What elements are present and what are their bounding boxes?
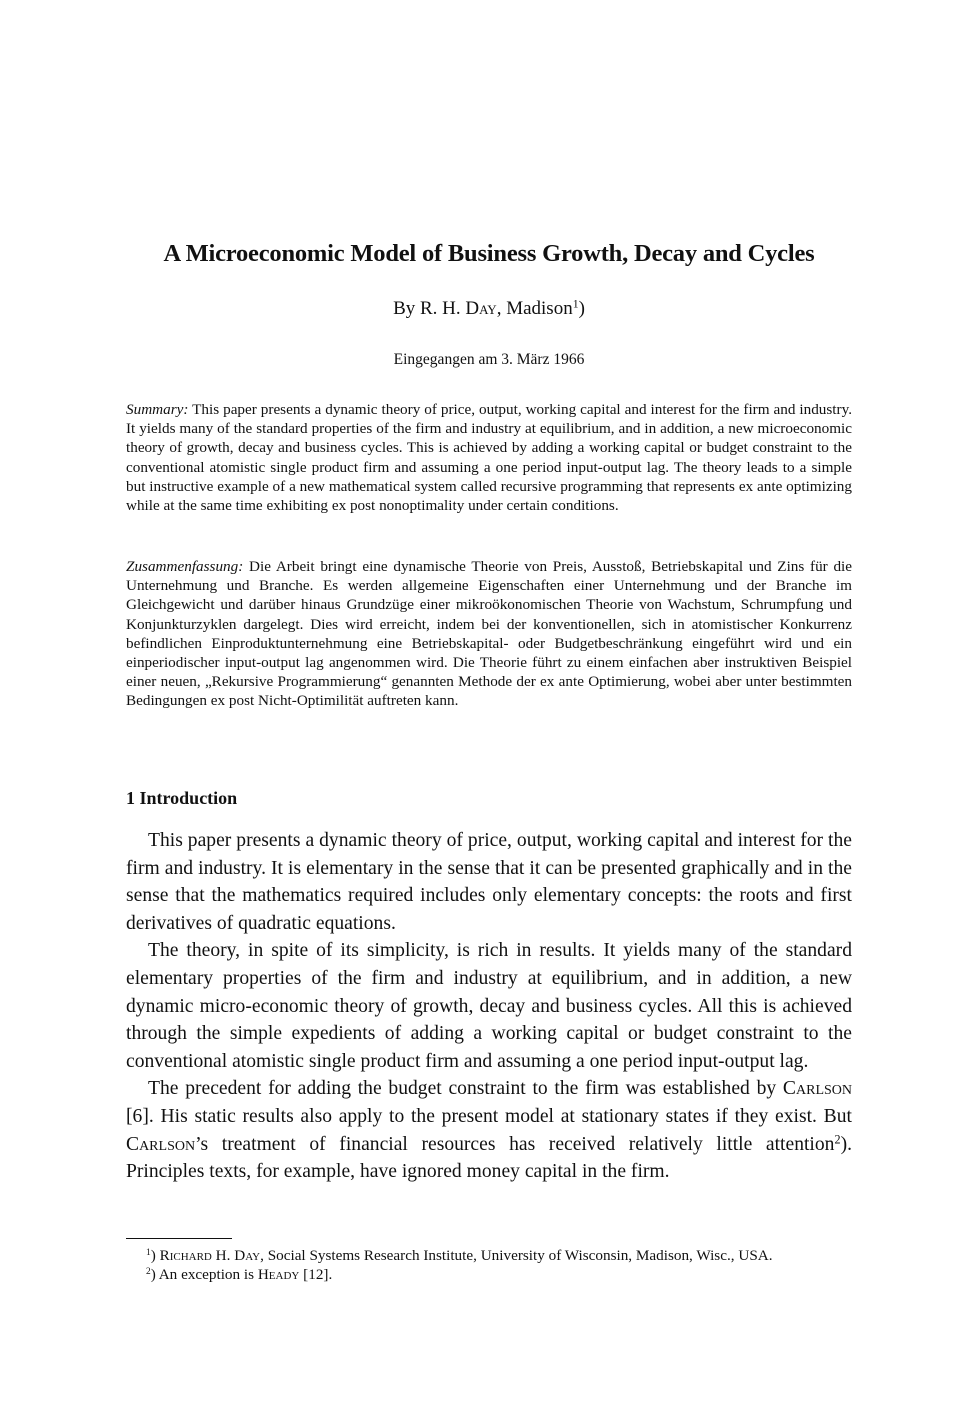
zusammenfassung-text: Die Arbeit bringt eine dynamische Theorie von Preis, Ausstoß, Betriebskapital und Zins für die Unternehmung und Branche. Es werden allgemeine Eigenschaften einer Unternehmung und der Branche im Gleichgewicht und darüber hinaus Grundzüge einer mikroökonomischen Theorie von Wachstum, Schrumpfung und Konjunkturzyklen dargelegt. Dies wird erreicht, indem bei der konventionellen, sich in atomistischer Konkurrenz befindlichen Einproduktunternehmung eine Betriebskapital- oder Budgetbeschränkung eingeführt wird und ein einperiodischer input-output lag angenommen wird. Die Theorie führt zu einem einfachen aber instruktiven Beispiel einer neuen, „Rekursive Programmierung“ genannten Methode der ex ante Optimierung, wobei aber unter bestimmten Bedingungen ex post Nicht-Optimilität auftreten kann. [126, 558, 852, 710]
paragraph-3-text-b: [6]. His static results also apply to the present model at stationary states if they exist. But [126, 1105, 852, 1127]
citation-carlson-2: Carlson [126, 1133, 196, 1155]
footnote-2-name: Heady [257, 1266, 300, 1284]
footnote-2-text-b: [12]. [299, 1266, 333, 1284]
footnote-divider [126, 1238, 232, 1239]
byline [126, 298, 852, 320]
summary-label: Summary: [126, 401, 189, 418]
paragraph-1: This paper presents a dynamic theory of price, output, working capital and interest for the firm and industry. It is elementary in the sense that it can be presented graphically and in the sense that the mathematics required includes only elementary concepts: the roots and first derivatives of quadratic equations. [126, 830, 852, 934]
paragraph-2: The theory, in spite of its simplicity, is rich in results. It yields many of the standard elementary properties of the firm and industry at equilibrium, and in addition, a new dynamic micro-economic theory of growth, decay and business cycles. All this is achieved through the simple expedients of adding a working capital or budget constraint to the conventional atomistic single product firm and assuming a one period input-output lag. [126, 940, 852, 1072]
paragraph-3-text-c: ’s treatment of financial resources has received relatively little attention [195, 1133, 835, 1155]
paper-title: A Microeconomic Model of Business Growth, Decay and Cycles [163, 240, 815, 267]
footnotes [126, 1246, 852, 1285]
citation-carlson: Carlson [782, 1078, 852, 1100]
received-date: Eingegangen am 3. März 1966 [393, 351, 585, 368]
summary-abstract [126, 400, 852, 515]
footnote-1-given-name: Richard [159, 1247, 212, 1264]
paragraph-3-text-a: The precedent for adding the budget constraint to the firm was established by [148, 1078, 783, 1100]
footnote-1-text-c: , Social Systems Research Institute, University of Wisconsin, Madison, Wisc., USA. [260, 1247, 773, 1264]
footnote-2 [126, 1265, 852, 1284]
footnote-1-mark: 1 [146, 1247, 151, 1258]
footnote-1-text-b: H. [211, 1247, 235, 1264]
zusammenfassung-label: Zusammenfassung: [126, 558, 244, 575]
body-text [126, 827, 852, 1186]
footnote-2-mark: 2 [146, 1267, 151, 1278]
footnote-ref-1: 1 [572, 297, 579, 311]
footnote-1-surname: Day [234, 1247, 261, 1264]
section-heading: 1 Introduction [126, 788, 238, 808]
byline-affiliation: , Madison [496, 298, 573, 319]
paragraph-3 [126, 1075, 852, 1185]
summary-text: This paper presents a dynamic theory of price, output, working capital and interest for the firm and industry. It yields many of the standard properties of the firm and industry at equilibrium, and in addition, a new microeconomic theory of growth, decay and business cycles. This is achieved by adding a working capital or budget constraint to the conventional atomistic single product firm and assuming a one period input-output lag. The theory leads to a simple but instructive example of a new mathematical system called recursive programming that represents ex ante optimizing while at the same time exhibiting ex post nonoptimality under certain conditions. [126, 401, 852, 515]
paragraph-3-text-d: ). Principles texts, for example, have ignored money capital in the firm. [126, 1133, 852, 1183]
zusammenfassung-abstract [126, 557, 852, 711]
footnote-ref-2: 2 [834, 1131, 841, 1146]
footnote-2-text-a: ) An exception is [150, 1266, 258, 1284]
byline-close: ) [578, 298, 585, 319]
footnote-1 [126, 1246, 852, 1265]
author-name: Day [465, 298, 497, 319]
byline-prefix: By R. H. [393, 298, 466, 319]
footnote-1-text-a: ) [150, 1247, 160, 1264]
